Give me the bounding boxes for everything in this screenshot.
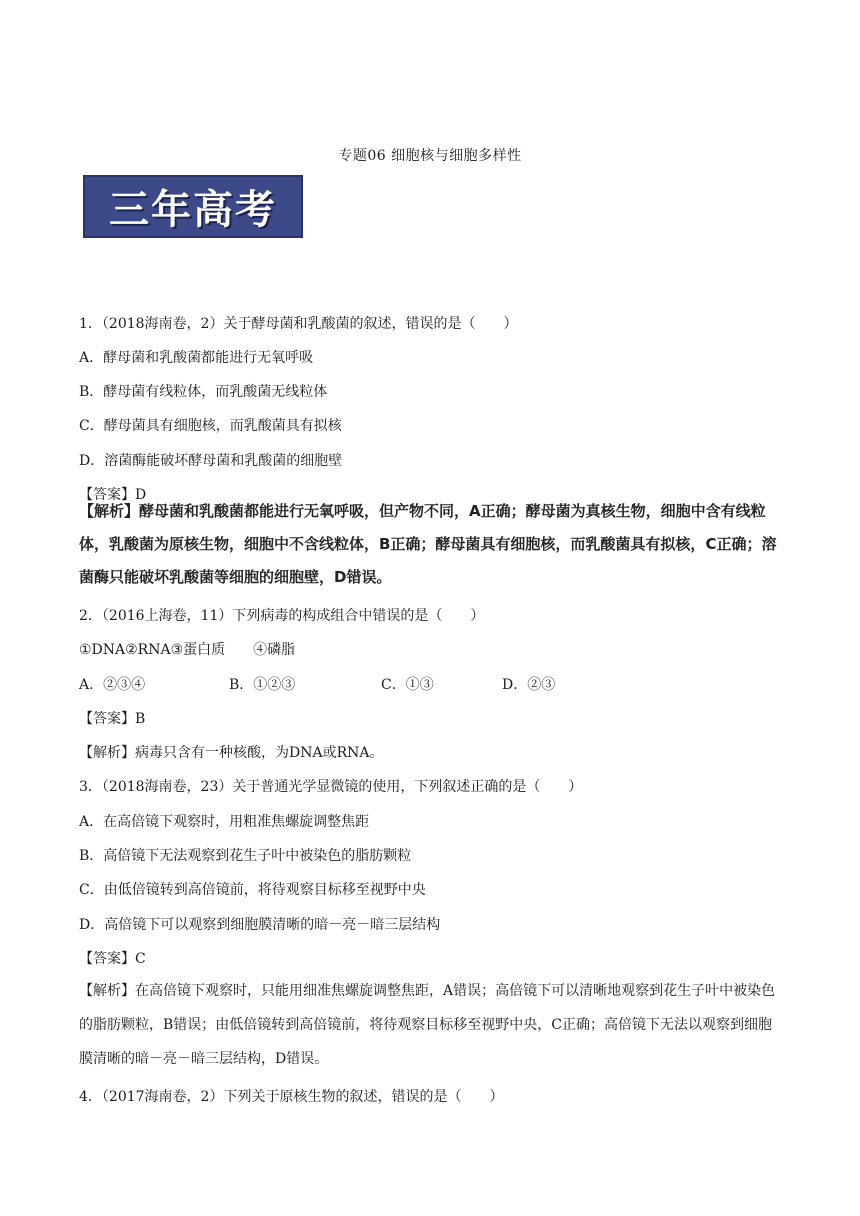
question-2-option-a: A．②③④ bbox=[79, 677, 146, 693]
question-1-option-b: B．酵母菌有线粒体，而乳酸菌无线粒体 bbox=[79, 384, 328, 400]
question-2-option-c: C．①③ bbox=[381, 677, 434, 693]
page-title: 专题06 细胞核与细胞多样性 bbox=[338, 148, 522, 164]
question-3-option-a: A．在高倍镜下观察时，用粗准焦螺旋调整焦距 bbox=[79, 814, 370, 830]
question-3-option-c: C．由低倍镜转到高倍镜前，将待观察目标移至视野中央 bbox=[79, 882, 426, 898]
question-2-answer: 【答案】B bbox=[79, 711, 146, 727]
question-1-option-c: C．酵母菌具有细胞核，而乳酸菌具有拟核 bbox=[79, 418, 342, 434]
question-4-stem: 4．（2017海南卷，2）下列关于原核生物的叙述，错误的是（ ） bbox=[79, 1089, 504, 1105]
question-1-answer: 【答案】D bbox=[79, 487, 147, 503]
question-3-option-b: B．高倍镜下无法观察到花生子叶中被染色的脂肪颗粒 bbox=[79, 848, 412, 864]
question-1-option-d: D．溶菌酶能破坏酵母菌和乳酸菌的细胞壁 bbox=[79, 453, 343, 469]
question-2-explanation: 【解析】病毒只含有一种核酸，为DNA或RNA。 bbox=[79, 745, 384, 761]
question-2-option-d: D．②③ bbox=[502, 677, 556, 693]
question-3-option-d: D．高倍镜下可以观察到细胞膜清晰的暗－亮－暗三层结构 bbox=[79, 917, 441, 933]
section-banner bbox=[83, 175, 303, 238]
question-2-options bbox=[79, 674, 785, 694]
question-2-stem: 2．（2016上海卷，11）下列病毒的构成组合中错误的是（ ） bbox=[79, 608, 485, 624]
question-1-option-a: A．酵母菌和乳酸菌都能进行无氧呼吸 bbox=[79, 350, 314, 366]
question-3-stem: 3．（2018海南卷，23）关于普通光学显微镜的使用，下列叙述正确的是（ ） bbox=[79, 779, 583, 795]
question-2-option-b: B．①②③ bbox=[229, 677, 296, 693]
question-3-answer: 【答案】C bbox=[79, 951, 146, 967]
section-banner-label: 三年高考 bbox=[109, 187, 277, 233]
question-2-items: ①DNA②RNA③蛋白质 ④磷脂 bbox=[79, 642, 296, 658]
question-1-explanation: 【解析】酵母菌和乳酸菌都能进行无氧呼吸，但产物不同，A正确；酵母菌为真核生物，细胞中含有线粒体，乳酸菌为原核生物，细胞中不含线粒体，B正确；酵母菌具有细胞核，而乳酸菌具有拟核，C正确；溶菌酶只能破坏乳酸菌等细胞的细胞壁，D错误。 bbox=[79, 502, 777, 586]
question-1-stem: 1．（2018海南卷，2）关于酵母菌和乳酸菌的叙述，错误的是（ ） bbox=[79, 316, 518, 332]
question-3-explanation: 【解析】在高倍镜下观察时，只能用细准焦螺旋调整焦距，A错误；高倍镜下可以清晰地观察到花生子叶中被染色的脂肪颗粒，B错误；由低倍镜转到高倍镜前，将待观察目标移至视野中央，C正确；高倍镜下无法以观察到细胞膜清晰的暗－亮－暗三层结构，D错误。 bbox=[79, 983, 776, 1067]
